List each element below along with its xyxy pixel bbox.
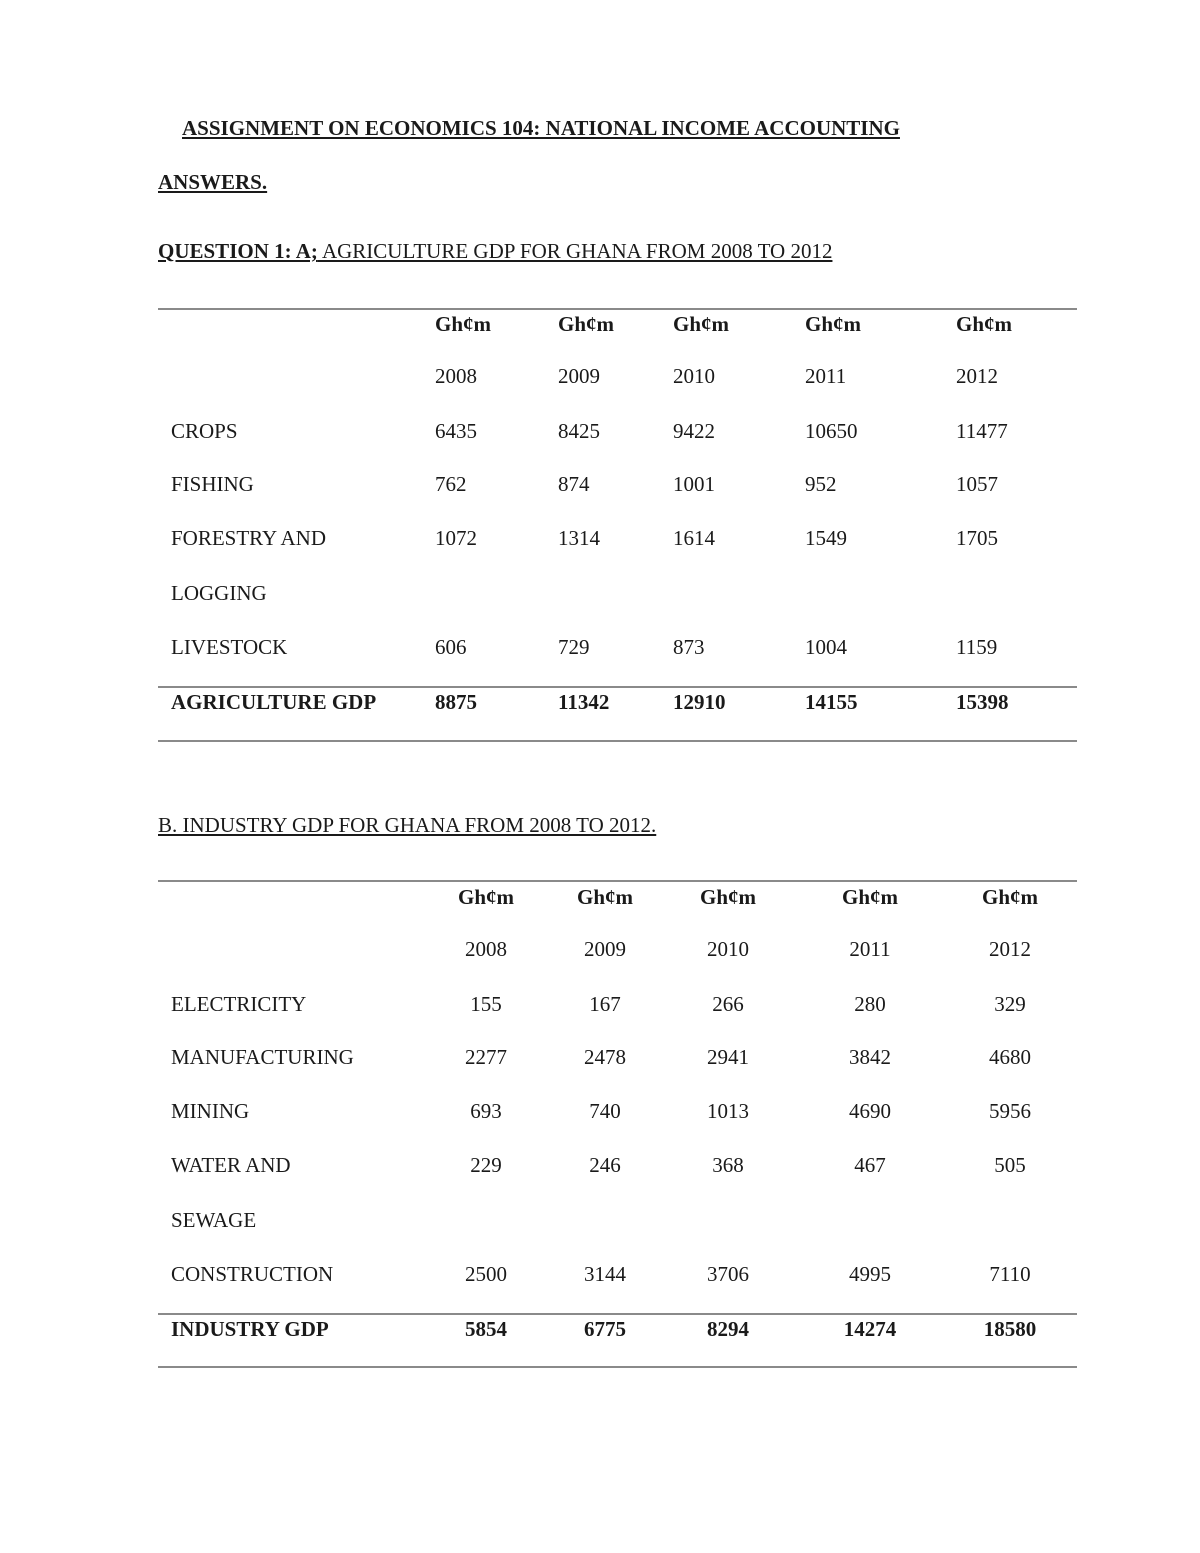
t2-total-cell: 6775 bbox=[584, 1317, 626, 1341]
t2-unit-header: Gh¢m bbox=[576, 885, 634, 909]
t2-cell: 1013 bbox=[707, 1099, 749, 1123]
t1-year: 2012 bbox=[956, 364, 998, 388]
t1-cell: 1549 bbox=[805, 526, 847, 550]
t2-cell: 505 bbox=[994, 1153, 1026, 1177]
t2-cell: 4690 bbox=[849, 1099, 891, 1123]
t2-cell: 2941 bbox=[707, 1045, 749, 1069]
t2-cell: 155 bbox=[470, 992, 502, 1016]
question1-heading bbox=[158, 239, 832, 264]
t1-unit-header: Gh¢m bbox=[435, 312, 492, 336]
t1-cell: 874 bbox=[558, 472, 590, 496]
t1-year: 2009 bbox=[558, 364, 600, 388]
t1-cell: 1004 bbox=[805, 635, 847, 659]
table2-top-rule bbox=[158, 880, 1077, 882]
t2-year: 2008 bbox=[465, 937, 507, 961]
t2-unit-header: Gh¢m bbox=[841, 885, 899, 909]
t1-cell: 10650 bbox=[805, 419, 858, 443]
t1-year: 2010 bbox=[673, 364, 715, 388]
t2-cell: 2500 bbox=[465, 1262, 507, 1286]
t2-row-label: MINING bbox=[171, 1099, 250, 1123]
question1-text: AGRICULTURE GDP FOR GHANA FROM 2008 TO 2012 bbox=[317, 239, 833, 263]
t2-cell: 467 bbox=[854, 1153, 886, 1177]
table1-total-rule bbox=[158, 686, 1077, 688]
t2-cell: 229 bbox=[470, 1153, 502, 1177]
t2-cell: 3706 bbox=[707, 1262, 749, 1286]
t2-unit-header: Gh¢m bbox=[457, 885, 515, 909]
t1-total-label: AGRICULTURE GDP bbox=[171, 690, 377, 714]
table1-top-rule bbox=[158, 308, 1077, 310]
t2-cell: 329 bbox=[994, 992, 1026, 1016]
t1-cell: 1705 bbox=[956, 526, 998, 550]
t2-row-label: ELECTRICITY bbox=[171, 992, 307, 1016]
t1-cell: 1057 bbox=[956, 472, 998, 496]
t2-cell: 2478 bbox=[584, 1045, 626, 1069]
t1-row-label-cont: LOGGING bbox=[171, 581, 267, 605]
t1-total-cell: 12910 bbox=[673, 690, 726, 714]
t1-unit-header: Gh¢m bbox=[558, 312, 615, 336]
t1-cell: 729 bbox=[558, 635, 590, 659]
t1-row-label: LIVESTOCK bbox=[171, 635, 288, 659]
t1-cell: 873 bbox=[673, 635, 705, 659]
t2-cell: 693 bbox=[470, 1099, 502, 1123]
t2-unit-header: Gh¢m bbox=[699, 885, 757, 909]
t2-cell: 280 bbox=[854, 992, 886, 1016]
table2-bottom-rule bbox=[158, 1366, 1077, 1368]
t1-total-cell: 15398 bbox=[956, 690, 1009, 714]
document-title: ASSIGNMENT ON ECONOMICS 104: NATIONAL INCOME ACCOUNTING bbox=[182, 116, 900, 140]
t1-cell: 606 bbox=[435, 635, 467, 659]
t2-year: 2010 bbox=[707, 937, 749, 961]
t1-cell: 952 bbox=[805, 472, 837, 496]
t2-total-cell: 18580 bbox=[983, 1317, 1037, 1341]
answers-heading: ANSWERS. bbox=[158, 170, 268, 194]
t2-cell: 740 bbox=[589, 1099, 621, 1123]
t2-row-label: WATER AND bbox=[171, 1153, 291, 1177]
t1-total-cell: 14155 bbox=[805, 690, 858, 714]
t1-cell: 1072 bbox=[435, 526, 477, 550]
t2-row-label: MANUFACTURING bbox=[171, 1045, 354, 1069]
t2-cell: 3144 bbox=[584, 1262, 626, 1286]
t1-cell: 1314 bbox=[558, 526, 600, 550]
t1-cell: 1614 bbox=[673, 526, 715, 550]
t1-unit-header: Gh¢m bbox=[673, 312, 730, 336]
t2-unit-header: Gh¢m bbox=[981, 885, 1039, 909]
t1-cell: 762 bbox=[435, 472, 467, 496]
t1-year: 2008 bbox=[435, 364, 477, 388]
t2-total-cell: 14274 bbox=[843, 1317, 897, 1341]
t2-total-cell: 5854 bbox=[465, 1317, 507, 1341]
t2-year: 2012 bbox=[989, 937, 1031, 961]
t2-row-label-cont: SEWAGE bbox=[171, 1208, 257, 1232]
t2-cell: 246 bbox=[589, 1153, 621, 1177]
t2-total-label: INDUSTRY GDP bbox=[171, 1317, 329, 1341]
t2-cell: 3842 bbox=[849, 1045, 891, 1069]
t2-cell: 266 bbox=[712, 992, 744, 1016]
t1-total-cell: 8875 bbox=[435, 690, 477, 714]
question1b-heading: B. INDUSTRY GDP FOR GHANA FROM 2008 TO 2012. bbox=[158, 813, 657, 837]
t2-cell: 2277 bbox=[465, 1045, 507, 1069]
t1-cell: 8425 bbox=[558, 419, 600, 443]
t2-cell: 7110 bbox=[989, 1262, 1031, 1286]
t1-cell: 9422 bbox=[673, 419, 715, 443]
t2-total-cell: 8294 bbox=[707, 1317, 749, 1341]
t1-cell: 11477 bbox=[956, 419, 1008, 443]
t1-row-label: FORESTRY AND bbox=[171, 526, 327, 550]
table2-total-rule bbox=[158, 1313, 1077, 1315]
table1-bottom-rule bbox=[158, 740, 1077, 742]
t2-year: 2011 bbox=[849, 937, 891, 961]
t1-year: 2011 bbox=[805, 364, 847, 388]
t2-cell: 4995 bbox=[849, 1262, 891, 1286]
t2-cell: 167 bbox=[589, 992, 621, 1016]
t2-row-label: CONSTRUCTION bbox=[171, 1262, 334, 1286]
t1-unit-header: Gh¢m bbox=[805, 312, 862, 336]
t2-cell: 5956 bbox=[989, 1099, 1031, 1123]
t2-cell: 368 bbox=[712, 1153, 744, 1177]
t1-row-label: CROPS bbox=[171, 419, 238, 443]
t2-cell: 4680 bbox=[989, 1045, 1031, 1069]
t1-unit-header: Gh¢m bbox=[956, 312, 1013, 336]
t1-total-cell: 11342 bbox=[558, 690, 610, 714]
question1-prefix: QUESTION 1: A; bbox=[158, 239, 318, 263]
t1-cell: 6435 bbox=[435, 419, 477, 443]
t1-cell: 1159 bbox=[956, 635, 998, 659]
t1-cell: 1001 bbox=[673, 472, 715, 496]
t1-row-label: FISHING bbox=[171, 472, 254, 496]
t2-year: 2009 bbox=[584, 937, 626, 961]
